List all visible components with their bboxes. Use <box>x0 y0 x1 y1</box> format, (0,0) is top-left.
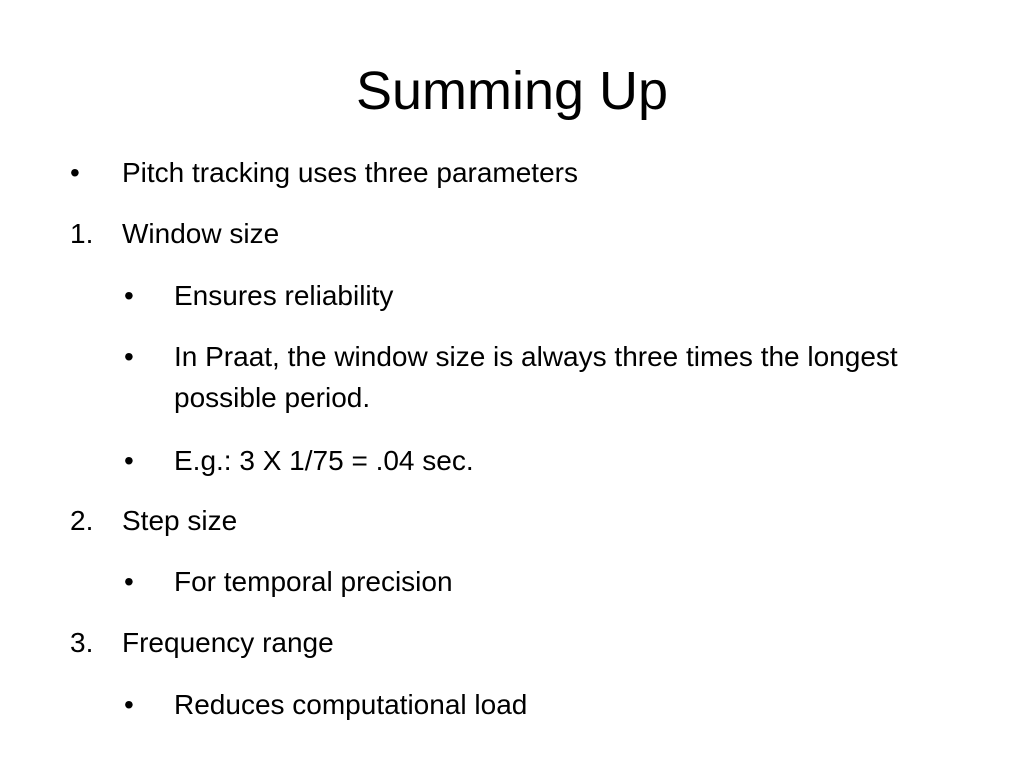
bullet-marker: • <box>124 445 134 476</box>
list-item-text: Step size <box>122 505 238 536</box>
bullet-marker: • <box>70 157 80 188</box>
list-item-text: For temporal precision <box>174 566 453 597</box>
bullet-marker: • <box>124 566 134 597</box>
number-marker: 2. <box>70 505 94 536</box>
bullet-marker: • <box>124 341 134 372</box>
list-item-text: Window size <box>122 218 280 249</box>
number-marker: 1. <box>70 218 94 249</box>
list-item-text: E.g.: 3 X 1/75 = .04 sec. <box>174 445 474 476</box>
bullet-marker: • <box>124 689 134 720</box>
bullet-marker: • <box>124 280 134 311</box>
slide-title: Summing Up <box>355 61 669 121</box>
list-item-text: Reduces computational load <box>174 689 528 720</box>
number-marker: 3. <box>70 627 94 658</box>
list-item-text: Pitch tracking uses three parameters <box>122 157 578 188</box>
list-item-text: Ensures reliability <box>174 280 394 311</box>
list-item-text: In Praat, the window size is always three times the longest possible period. <box>174 341 898 413</box>
list-item-text: Frequency range <box>122 627 334 658</box>
